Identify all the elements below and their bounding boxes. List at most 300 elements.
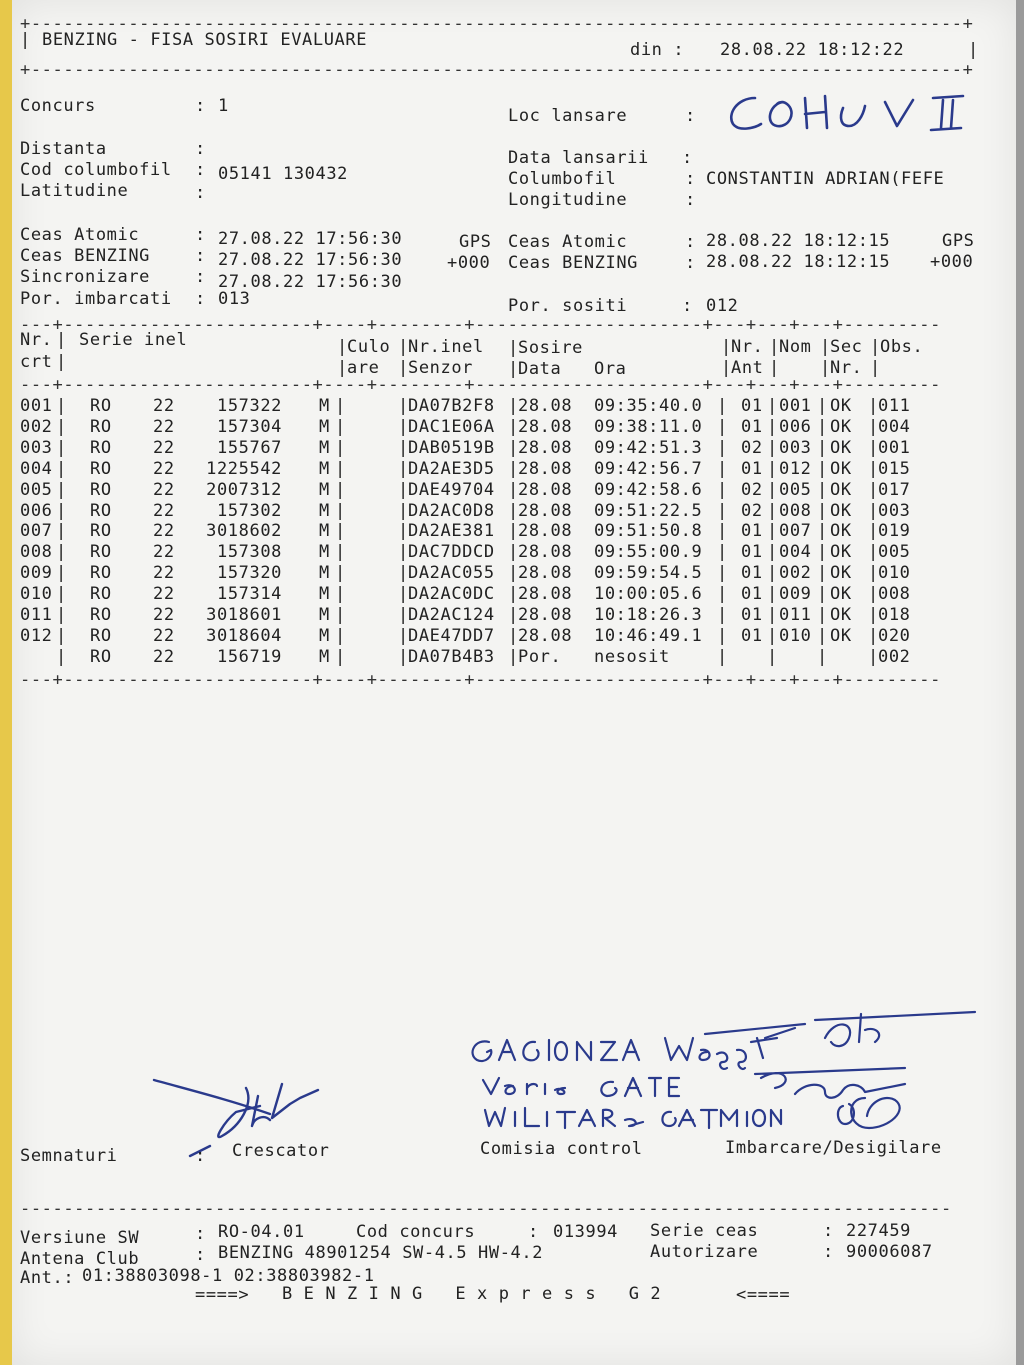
cell-sec: OK (830, 563, 852, 583)
cell-separator: | (817, 480, 828, 500)
ceas-benzing-left-label: Ceas BENZING (20, 246, 151, 266)
cell-nr: 003 (20, 438, 53, 458)
cell-nr: 002 (20, 417, 53, 437)
cell-separator: | (717, 417, 728, 437)
din-label: din : (630, 40, 685, 60)
cell-nom: 007 (779, 521, 812, 541)
cell-separator: | (868, 605, 879, 625)
cell-tara: RO (90, 396, 112, 416)
page-title: BENZING - FISA SOSIRI EVALUARE (42, 30, 368, 50)
cell-separator: | (767, 438, 778, 458)
comisia-control-label: Comisia control (480, 1139, 643, 1159)
ceas-benzing-left-value: 27.08.22 17:56:30 (218, 250, 403, 270)
cell-ora: 09:51:22.5 (594, 501, 703, 521)
brand-arrow-left: ====> (195, 1285, 250, 1305)
cell-separator: | (767, 563, 778, 583)
cell-separator: | (508, 584, 519, 604)
antena-label: Antena Club (20, 1249, 140, 1269)
columbofil-value: CONSTANTIN ADRIAN(FEFE (706, 169, 945, 189)
cell-separator: | (868, 480, 879, 500)
cell-data: 28.08 (518, 626, 573, 646)
cell-sec: OK (830, 459, 852, 479)
cell-separator: | (817, 584, 828, 604)
cell-data: 28.08 (518, 521, 573, 541)
th-sep: | (508, 338, 519, 358)
cell-obs: 018 (878, 605, 911, 625)
cell-ora: 09:59:54.5 (594, 563, 703, 583)
cell-separator: | (868, 396, 879, 416)
cell-separator: | (335, 542, 346, 562)
cell-inel: 157314 (216, 584, 282, 604)
colon: : (685, 232, 696, 252)
handwritten-loc-lansare (725, 84, 995, 144)
cell-separator: | (868, 417, 879, 437)
cell-separator: | (56, 438, 67, 458)
cell-sec: OK (830, 605, 852, 625)
ceas-benzing-left-suffix: +000 (447, 253, 491, 273)
cell-ora: nesosit (594, 647, 670, 667)
cell-senzor: DAB0519B (408, 438, 495, 458)
th-sep: | (337, 358, 348, 378)
serie-ceas-value: 227459 (846, 1221, 912, 1241)
cell-separator: | (56, 480, 67, 500)
header-bottom-rule: +--------------------------------------------------------------------------------------+ (20, 60, 974, 80)
cell-obs: 004 (878, 417, 911, 437)
header-top-rule: +--------------------------------------------------------------------------------------+ (20, 14, 974, 34)
cell-senzor: DA07B2F8 (408, 396, 495, 416)
cell-separator: | (398, 396, 409, 416)
brand-line: B E N Z I N G E x p r e s s G 2 (282, 1284, 662, 1304)
th-sep: | (870, 358, 881, 378)
concurs-label: Concurs (20, 96, 96, 116)
cell-ant: 02 (741, 480, 763, 500)
cell-separator: | (717, 605, 728, 625)
th-sep: | (769, 358, 780, 378)
cell-inel: 2007312 (206, 480, 282, 500)
cell-separator: | (56, 459, 67, 479)
cell-sec: OK (830, 501, 852, 521)
longitudine-label: Longitudine (508, 190, 628, 210)
cell-separator: | (717, 626, 728, 646)
cell-separator: | (56, 417, 67, 437)
cell-sex: M (319, 501, 330, 521)
th-crt: crt (20, 352, 53, 372)
cell-sec: OK (830, 396, 852, 416)
cell-an: 22 (153, 647, 175, 667)
cell-inel: 157304 (216, 417, 282, 437)
cell-senzor: DA2AE381 (408, 521, 495, 541)
th-ant: Ant (731, 358, 764, 378)
cell-separator: | (817, 521, 828, 541)
header-left-bar: | (20, 30, 31, 50)
cell-nr: 005 (20, 480, 53, 500)
cell-an: 22 (153, 396, 175, 416)
th-nr: Nr. (20, 330, 53, 350)
cell-separator: | (717, 438, 728, 458)
cell-data: 28.08 (518, 501, 573, 521)
cell-obs: 005 (878, 542, 911, 562)
th-serie: Serie inel (79, 330, 188, 350)
cell-separator: | (335, 584, 346, 604)
cell-separator: | (767, 542, 778, 562)
cell-ant: 02 (741, 438, 763, 458)
th-sep: | (820, 358, 831, 378)
th-sep: | (56, 352, 67, 372)
cell-separator: | (868, 584, 879, 604)
cell-nr: 010 (20, 584, 53, 604)
cell-tara: RO (90, 501, 112, 521)
colon: : (195, 1146, 206, 1166)
cell-separator: | (56, 626, 67, 646)
cell-separator: | (817, 501, 828, 521)
cell-nom: 003 (779, 438, 812, 458)
cell-tara: RO (90, 647, 112, 667)
cell-nom: 009 (779, 584, 812, 604)
th-obs: Obs. (880, 337, 924, 357)
cell-tara: RO (90, 459, 112, 479)
header-right-bar: | (968, 40, 979, 60)
cell-tara: RO (90, 521, 112, 541)
cell-tara: RO (90, 605, 112, 625)
cell-obs: 003 (878, 501, 911, 521)
th-nom: Nom (779, 337, 812, 357)
ceas-benzing-right-suffix: +000 (930, 252, 974, 272)
cell-data: 28.08 (518, 542, 573, 562)
th-are: are (347, 358, 380, 378)
cell-nom: 004 (779, 542, 812, 562)
cell-inel: 3018601 (206, 605, 282, 625)
cell-tara: RO (90, 480, 112, 500)
cell-separator: | (398, 647, 409, 667)
cell-an: 22 (153, 626, 175, 646)
cell-tara: RO (90, 542, 112, 562)
cell-an: 22 (153, 501, 175, 521)
cell-separator: | (335, 417, 346, 437)
cell-obs: 002 (878, 647, 911, 667)
cell-ant: 01 (741, 417, 763, 437)
cell-ant: 01 (741, 396, 763, 416)
cell-separator: | (398, 605, 409, 625)
cell-sex: M (319, 584, 330, 604)
cell-separator: | (398, 480, 409, 500)
background-edge (1016, 0, 1024, 1365)
cell-separator: | (335, 396, 346, 416)
por-imbarcati-value: 013 (218, 289, 251, 309)
cell-nr: 009 (20, 563, 53, 583)
cell-inel: 157320 (216, 563, 282, 583)
cell-sex: M (319, 605, 330, 625)
cell-senzor: DA07B4B3 (408, 647, 495, 667)
cell-separator: | (868, 542, 879, 562)
cell-separator: | (398, 626, 409, 646)
cell-separator: | (335, 521, 346, 541)
cell-obs: 001 (878, 438, 911, 458)
cell-an: 22 (153, 542, 175, 562)
din-value: 28.08.22 18:12:22 (720, 40, 905, 60)
cell-separator: | (335, 626, 346, 646)
cell-sec: OK (830, 584, 852, 604)
th-nrant: Nr. (731, 337, 764, 357)
cell-separator: | (868, 647, 879, 667)
th-culo: Culo (347, 337, 391, 357)
cell-separator: | (398, 542, 409, 562)
cell-separator: | (817, 396, 828, 416)
cell-separator: | (508, 438, 519, 458)
cell-separator: | (868, 459, 879, 479)
cell-nom: 001 (779, 396, 812, 416)
cell-sex: M (319, 480, 330, 500)
cell-separator: | (817, 563, 828, 583)
cell-separator: | (508, 605, 519, 625)
cell-ora: 10:46:49.1 (594, 626, 703, 646)
colon: : (195, 225, 206, 245)
cell-obs: 020 (878, 626, 911, 646)
latitudine-label: Latitudine (20, 181, 129, 201)
cell-separator: | (767, 605, 778, 625)
cell-an: 22 (153, 459, 175, 479)
cell-data: 28.08 (518, 438, 573, 458)
cell-ora: 09:42:51.3 (594, 438, 703, 458)
cell-ora: 10:00:05.6 (594, 584, 703, 604)
cell-sex: M (319, 417, 330, 437)
cell-obs: 011 (878, 396, 911, 416)
colon: : (195, 139, 206, 159)
cell-separator: | (508, 647, 519, 667)
cell-sec: OK (830, 438, 852, 458)
cell-separator: | (508, 501, 519, 521)
colon: : (195, 96, 206, 116)
cell-separator: | (767, 501, 778, 521)
cell-separator: | (508, 626, 519, 646)
handwritten-commission-names (465, 998, 985, 1153)
th-sep: | (398, 358, 409, 378)
cell-separator: | (817, 417, 828, 437)
cell-separator: | (398, 521, 409, 541)
cell-sec: OK (830, 626, 852, 646)
colon: : (195, 1245, 206, 1265)
cell-separator: | (335, 563, 346, 583)
cell-obs: 010 (878, 563, 911, 583)
colon: : (195, 289, 206, 309)
cell-ora: 09:42:56.7 (594, 459, 703, 479)
cell-separator: | (717, 501, 728, 521)
cell-inel: 3018604 (206, 626, 282, 646)
cell-nr: 008 (20, 542, 53, 562)
cell-separator: | (868, 501, 879, 521)
cell-senzor: DA2AC124 (408, 605, 495, 625)
cell-separator: | (767, 626, 778, 646)
cell-separator: | (817, 459, 828, 479)
cell-separator: | (717, 459, 728, 479)
cell-tara: RO (90, 417, 112, 437)
table-top-rule: ---+-----------------------+----+--------+---------------------+---+---+---+--------- (20, 315, 941, 335)
cell-separator: | (508, 480, 519, 500)
colon: : (528, 1222, 539, 1242)
cell-ora: 09:35:40.0 (594, 396, 703, 416)
cell-sec: OK (830, 480, 852, 500)
cell-ora: 10:18:26.3 (594, 605, 703, 625)
cell-inel: 1225542 (206, 459, 282, 479)
cell-separator: | (817, 626, 828, 646)
cell-separator: | (56, 501, 67, 521)
th-sep: | (820, 337, 831, 357)
cell-ant: 02 (741, 501, 763, 521)
colon: : (195, 246, 206, 266)
cell-senzor: DA2AC0DC (408, 584, 495, 604)
cell-sex: M (319, 542, 330, 562)
footer-rule: -------------------------------------------------------------------------------------- (20, 1199, 952, 1219)
cell-separator: | (335, 605, 346, 625)
cell-senzor: DAC7DDCD (408, 542, 495, 562)
colon: : (195, 1224, 206, 1244)
cell-separator: | (868, 521, 879, 541)
cell-data: 28.08 (518, 605, 573, 625)
cell-separator: | (868, 626, 879, 646)
cod-columbofil-label: Cod columbofil (20, 160, 172, 180)
ceas-benzing-right-label: Ceas BENZING (508, 253, 639, 273)
data-lansarii-label: Data lansarii (508, 148, 649, 168)
cell-separator: | (717, 542, 728, 562)
sincronizare-label: Sincronizare (20, 267, 151, 287)
antena-value: BENZING 48901254 SW-4.5 HW-4.2 (218, 1243, 544, 1263)
loc-lansare-label: Loc lansare (508, 106, 628, 126)
cell-nr: 011 (20, 605, 53, 625)
semnaturi-label: Semnaturi (20, 1146, 118, 1166)
cell-ant: 01 (741, 605, 763, 625)
cell-an: 22 (153, 521, 175, 541)
th-sep: | (721, 337, 732, 357)
autorizare-label: Autorizare (650, 1242, 759, 1262)
cell-separator: | (508, 396, 519, 416)
cell-separator: | (56, 521, 67, 541)
cell-nom: 011 (779, 605, 812, 625)
cell-inel: 155767 (216, 438, 282, 458)
cell-separator: | (508, 417, 519, 437)
cod-columbofil-value: 05141 130432 (218, 164, 349, 184)
cell-an: 22 (153, 563, 175, 583)
cell-separator: | (56, 563, 67, 583)
cell-separator: | (868, 563, 879, 583)
colon: : (685, 106, 696, 126)
th-sep: | (769, 337, 780, 357)
th-sep: | (721, 358, 732, 378)
colon: : (195, 183, 206, 203)
versiune-label: Versiune SW (20, 1228, 140, 1248)
cell-separator: | (398, 438, 409, 458)
versiune-value: RO-04.01 (218, 1222, 305, 1242)
cell-nr: 007 (20, 521, 53, 541)
ceas-atomic-right-label: Ceas Atomic (508, 232, 628, 252)
cell-nr: 006 (20, 501, 53, 521)
cell-an: 22 (153, 438, 175, 458)
cell-inel: 156719 (216, 647, 282, 667)
cell-separator: | (508, 542, 519, 562)
cell-senzor: DAE47DD7 (408, 626, 495, 646)
ant-value: 01:38803098-1 02:38803982-1 (82, 1266, 375, 1286)
cell-separator: | (398, 584, 409, 604)
th-sep: | (56, 330, 67, 350)
cell-separator: | (717, 584, 728, 604)
crescator-label: Crescator (232, 1141, 330, 1161)
cell-ora: 09:38:11.0 (594, 417, 703, 437)
cell-separator: | (717, 521, 728, 541)
colon: : (195, 160, 206, 180)
colon: : (685, 253, 696, 273)
cell-nr: 012 (20, 626, 53, 646)
ceas-atomic-left-suffix: GPS (459, 232, 492, 252)
cell-separator: | (717, 647, 728, 667)
cell-separator: | (817, 542, 828, 562)
cell-sex: M (319, 626, 330, 646)
colon: : (685, 169, 696, 189)
cell-inel: 157322 (216, 396, 282, 416)
ceas-atomic-right-value: 28.08.22 18:12:15 (706, 231, 891, 251)
colon: : (195, 267, 206, 287)
cell-inel: 157302 (216, 501, 282, 521)
cell-obs: 017 (878, 480, 911, 500)
cell-separator: | (335, 438, 346, 458)
cell-ant: 01 (741, 521, 763, 541)
ceas-atomic-left-label: Ceas Atomic (20, 225, 140, 245)
cell-separator: | (56, 396, 67, 416)
cell-an: 22 (153, 584, 175, 604)
cell-nom: 005 (779, 480, 812, 500)
th-nrinel: Nr.inel (408, 337, 484, 357)
cell-separator: | (335, 480, 346, 500)
cell-data: 28.08 (518, 480, 573, 500)
cell-sec: OK (830, 521, 852, 541)
ceas-benzing-right-value: 28.08.22 18:12:15 (706, 252, 891, 272)
cell-senzor: DA2AC055 (408, 563, 495, 583)
cell-obs: 015 (878, 459, 911, 479)
th-sosire: Sosire (518, 338, 584, 358)
cell-separator: | (767, 521, 778, 541)
th-sep: | (508, 359, 519, 379)
serie-ceas-label: Serie ceas (650, 1221, 759, 1241)
cell-separator: | (56, 605, 67, 625)
cell-separator: | (56, 647, 67, 667)
cell-separator: | (508, 521, 519, 541)
concurs-value: 1 (218, 96, 229, 116)
cod-concurs-value: 013994 (553, 1222, 619, 1242)
cell-sex: M (319, 521, 330, 541)
cell-separator: | (717, 480, 728, 500)
cell-separator: | (56, 584, 67, 604)
cell-sex: M (319, 647, 330, 667)
cell-data: Por. (518, 647, 562, 667)
cell-separator: | (398, 459, 409, 479)
th-sep: | (398, 337, 409, 357)
cell-separator: | (508, 563, 519, 583)
cell-an: 22 (153, 605, 175, 625)
cell-tara: RO (90, 438, 112, 458)
cell-separator: | (817, 438, 828, 458)
cell-inel: 3018602 (206, 521, 282, 541)
table-bottom-rule: ---+-----------------------+----+--------+---------------------+---+---+---+--------- (20, 670, 941, 690)
colon: : (823, 1242, 834, 1262)
th-sep: | (337, 337, 348, 357)
cell-tara: RO (90, 584, 112, 604)
cell-data: 28.08 (518, 417, 573, 437)
cell-separator: | (817, 605, 828, 625)
cell-sex: M (319, 459, 330, 479)
cell-senzor: DA2AE3D5 (408, 459, 495, 479)
cell-nr: 004 (20, 459, 53, 479)
colon: : (823, 1221, 834, 1241)
sincronizare-value: 27.08.22 17:56:30 (218, 272, 403, 292)
cell-separator: | (398, 563, 409, 583)
cell-obs: 019 (878, 521, 911, 541)
